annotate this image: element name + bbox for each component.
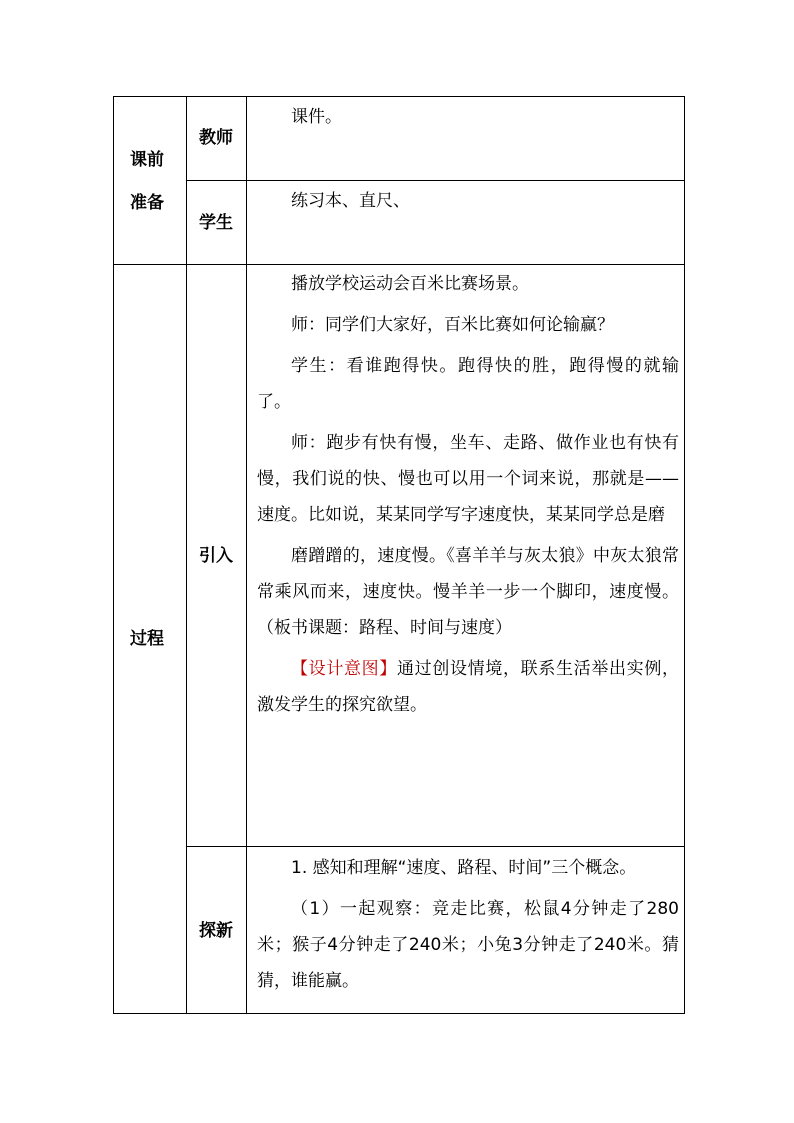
- intro-para-3: 学生：看谁跑得快。跑得快的胜，跑得慢的就输了。: [257, 356, 679, 412]
- intro-para-1: 播放学校运动会百米比赛场景。: [291, 274, 529, 294]
- table-bottom-border: [113, 1013, 685, 1014]
- table-top-border: [113, 96, 685, 97]
- section-label-prep: [130, 149, 174, 214]
- section-label-prep-line1: 课前: [130, 150, 164, 170]
- intro-content: [257, 266, 679, 723]
- column-divider-1: [186, 96, 187, 1014]
- teacher-label: 教师: [199, 128, 233, 148]
- row-divider-prep-process: [113, 264, 685, 265]
- teacher-content-text: 课件。: [291, 107, 342, 127]
- row-divider-intro-explore: [186, 846, 685, 847]
- intro-label: 引入: [199, 546, 233, 566]
- student-content-text: 练习本、直尺、: [291, 191, 410, 211]
- design-intent-tag: 【设计意图】: [291, 659, 397, 679]
- student-content: [257, 183, 677, 219]
- intro-design-intent: [257, 651, 679, 723]
- intro-para-4: 师：跑步有快有慢，坐车、走路、做作业也有快有慢，我们说的快、慢也可以用一个词来说，那就是——速度。比如说，某某同学写字速度快，某某同学总是磨: [257, 433, 679, 525]
- column-divider-2: [246, 96, 247, 1014]
- explore-label: 探新: [199, 921, 233, 941]
- explore-content: [257, 850, 679, 999]
- section-label-prep-line2: 准备: [130, 193, 164, 213]
- section-label-process: 过程: [130, 629, 164, 649]
- teacher-content: [257, 99, 677, 135]
- row-divider-teacher-student: [186, 180, 685, 181]
- intro-para-5: 磨蹭蹭的，速度慢。《喜羊羊与灰太狼》中灰太狼常常乘风而来，速度快。慢羊羊一步一个脚印，速度慢。（板书课题：路程、时间与速度）: [257, 546, 679, 638]
- student-label: 学生: [199, 213, 233, 233]
- intro-para-2: 师：同学们大家好，百米比赛如何论输赢？: [291, 315, 614, 335]
- explore-para-2: （1）一起观察：竞走比赛，松鼠4分钟走了280米；猴子4分钟走了240米；小兔3分钟走了240米。猜猜，谁能赢。: [257, 899, 679, 991]
- table-right-border: [684, 96, 685, 1014]
- design-intent-text: 通过创设情境，联系生活举出实例，激发学生的探究欲望。: [257, 659, 679, 715]
- explore-para-1: 1. 感知和理解“速度、路程、时间”三个概念。: [291, 858, 637, 878]
- table-left-border: [113, 96, 114, 1014]
